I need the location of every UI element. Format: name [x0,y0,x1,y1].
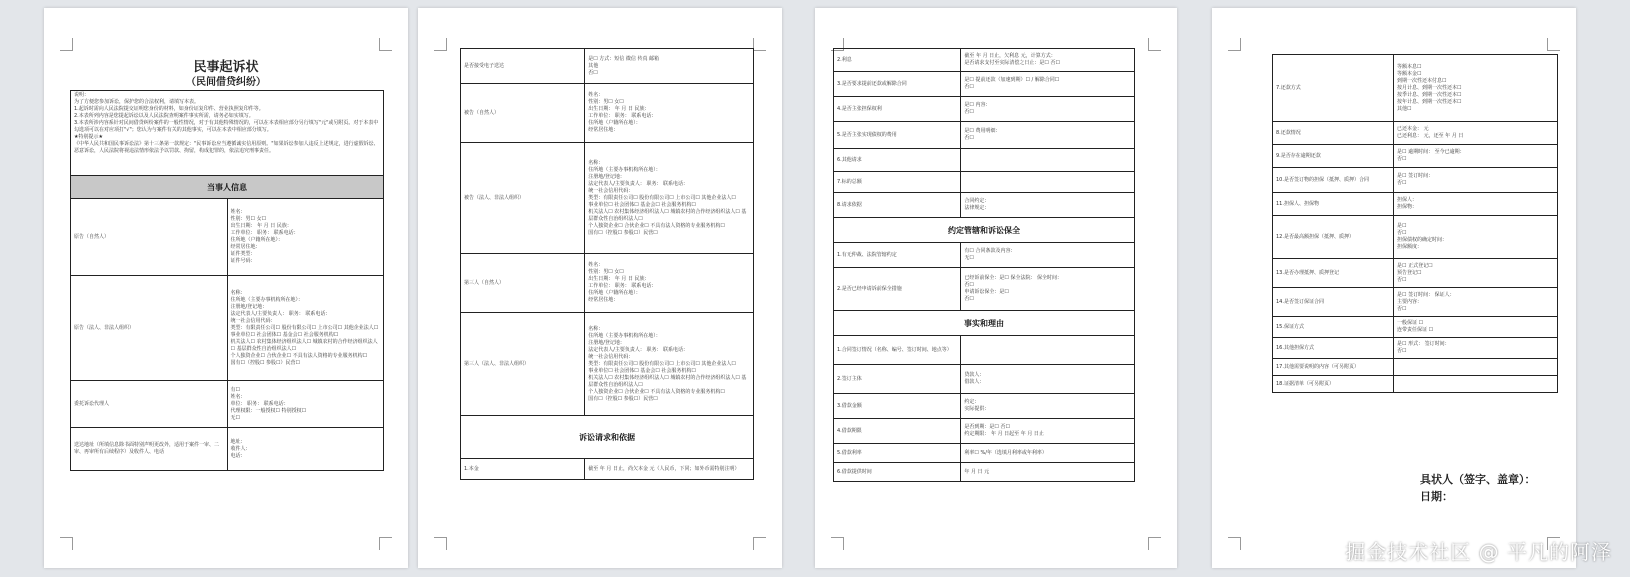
row-label: 送达地址（所填信息除书面特别声明更改外，适用于案件一审、二审、再审所有后续程序）及收件人、电话 [71,428,228,471]
row-value: 已还本金： 元 已还利息： 元，还至 年 月 日 [1394,122,1558,145]
row-label: 16.其他担保方式 [1273,338,1394,359]
document-page-4 [1212,8,1576,568]
row-label: 原告（法人、非法人组织） [71,276,228,381]
row-label: 7.还款方式 [1273,55,1394,122]
row-label: 17.其他需要说明的内容（可另附页） [1273,359,1394,376]
crop-mark [1148,38,1161,51]
row-label: 14.是否签订保证合同 [1273,288,1394,317]
row-label: 被告（自然人） [461,84,585,143]
row-value: 已经诉前保全：是☐ 保全法院： 保全时间： 否☐ 申请诉讼保全：是☐ 否☐ [961,268,1135,311]
row-value [961,172,1135,193]
section-heading: 约定管辖和诉讼保全 [834,218,1135,243]
row-value: 是☐ 形式： 签订时间： 否☐ [1394,338,1558,359]
row-value: 有☐ 姓名： 单位： 职务： 联系电话： 代理权限：一般授权☐ 特别授权☐ 无☐ [227,381,384,428]
row-label: 1.合同签订情况（名称、编号、签订时间、地点等） [834,336,961,365]
row-value: 等额本息☐ 等额本金☐ 到期一次性还本付息☐ 按月计息、到期一次性还本☐ 按季计息、到期一次性还本☐ 按年计息、到期一次性还本☐ 其他☐ [1394,55,1558,122]
crop-mark [379,38,392,51]
document-page-1 [44,8,408,568]
row-label: 13.是否办理抵押、质押登记 [1273,259,1394,288]
row-value: 是☐ 逾期时间： 至今已逾期： 否☐ [1394,145,1558,168]
row-label: 8.还款情况 [1273,122,1394,145]
section-heading: 诉讼请求和依据 [461,416,754,459]
row-value: 姓名： 性别：男☐ 女☐ 出生日期： 年 月 日 民族： 工作单位： 职务： 联系电话： 住所地（户籍所在地）： 经常居住地： 证件类型： 证件号码： [227,199,384,276]
watermark-text: 掘金技术社区 @ 平凡的阿泽 [1345,540,1612,564]
row-value: 有☐ 合同条款及内容： 无☐ [961,243,1135,268]
document-subtitle: （民间借贷纠纷） [186,77,266,88]
crop-mark [434,38,447,51]
row-value: 名称： 住所地（主要办事机构所在地）： 注册地/登记地： 法定代表人/主要负责人： 职务： 联系电话： 统一社会信用代码： 类型：有限责任公司☐ 股份有限公司☐ 上市公司☐ 其他企业法人☐ 事业单位☐ 社会团体☐ 基金会☐ 社会服务机构☐ 机关法人☐ 农村集体经济组织法人☐ 城镇农村的合作经济组织法人☐ 基层群众性自治组织法人☐ 个人独资企业☐ 合伙企业☐ 不具有法人资格的专业服务机构☐ 国有☐（控股☐ 参股☐）民营☐ [585,313,754,416]
facts-table [1272,54,1558,393]
row-value: 是☐ 费用明细： 否☐ [961,122,1135,149]
row-value: 姓名： 性别：男☐ 女☐ 出生日期： 年 月 日 民族： 工作单位： 职务： 联系电话： 住所地（户籍所在地）： 经常居住地： [585,254,754,313]
document-page-3 [815,8,1177,568]
document-title: 民事起诉状 [193,60,259,75]
row-value [1394,359,1558,376]
defendant-info-table [460,48,754,480]
row-value: 是☐ 方式：短信 微信 传真 邮箱 其他 否☐ [585,49,754,84]
crop-mark [60,38,73,51]
section-heading: 事实和理由 [834,311,1135,336]
crop-mark [1228,38,1241,51]
row-label: 10.是否签订物的担保（抵押、质押）合同 [1273,168,1394,193]
row-label: 2.是否已经申请诉前保全措施 [834,268,961,311]
row-label: 第三人（法人、非法人组织） [461,313,585,416]
row-value: 名称： 住所地（主要办事机构所在地）： 注册地/登记地： 法定代表人/主要负责人： 职务： 联系电话： 统一社会信用代码： 类型：有限责任公司☐ 股份有限公司☐ 上市公司☐ 其他企业法人☐ 事业单位☐ 社会团体☐ 基金会☐ 社会服务机构☐ 机关法人☐ 农村集体经济组织法人☐ 城镇农村的合作经济组织法人☐ 基层群众性自治组织法人☐ 个人独资企业☐ 合伙企业☐ 不具有法人资格的专业服务机构☐ 国有☐（控股☐ 参股☐）民营☐ [585,143,754,254]
row-label: 是否接受电子送达 [461,49,585,84]
crop-mark [60,537,73,550]
row-label: 11.担保人、担保物 [1273,193,1394,216]
row-value: 是☐ 正式登记☐ 预告登记☐ 否☐ [1394,259,1558,288]
document-page-2 [418,8,782,568]
row-value: 担保人： 担保物： [1394,193,1558,216]
signature-label: 具状人（签字、盖章）： [1420,473,1536,486]
row-label: 第三人（自然人） [461,254,585,313]
row-label: 4.借款期限 [834,419,961,444]
row-label: 12.是否最高额担保（抵押、质押） [1273,216,1394,259]
row-value [961,336,1135,365]
row-label: 8.请求依据 [834,193,961,218]
row-label: 5.借款利率 [834,444,961,463]
row-label: 7.标的总额 [834,172,961,193]
crop-mark [753,38,766,51]
row-label: 15.保证方式 [1273,317,1394,338]
date-label: 日期： [1420,490,1453,503]
row-value: 年 月 日 元 [961,463,1135,482]
section-heading: 当事人信息 [71,176,384,199]
instructions-text: 说明： 为了方便您参加诉讼，保护您的合法权利，请填写本表。 1.起诉时需向人民法院提交证明您身份的材料，如身份证复印件、营业执照复印件等。 2.本表所列内容是您提起诉讼以及人民法院查明案件事实所需，请务必如实填写。 3.本表所涉内容系针对民间借贷纠纷案件的一般性情况，对于有其他特殊情况的，可以在本表相应部分另行填写"元"或另附页。对于本表中勾选项可以在对应项打"√"；您认为与案件有关的其他事实，可以在本表中相应部分填写。 ★特别提示★ 《中华人民共和国民事诉讼法》第十三条第一款规定："民事诉讼应当遵循诚实信用原则。"如果诉讼参加人违反上述规定，进行虚假诉讼、恶意诉讼，人民法院将视违法情形依法予以罚款、拘留，构成犯罪的，依法追究刑事责任。 [71,91,384,176]
row-value [961,149,1135,172]
row-value: 是☐ 签订时间： 保证人： 主要内容： 否☐ [1394,288,1558,317]
party-info-table [70,90,384,471]
row-label: 5.是否主张实现债权的费用 [834,122,961,149]
row-value: 名称： 住所地（主要办事机构所在地）： 注册地/登记地： 法定代表人/主要负责人： 职务： 联系电话： 统一社会信用代码： 类型：有限责任公司☐ 股份有限公司☐ 上市公司☐ 其他企业法人☐ 事业单位☐ 社会团体☐ 基金会☐ 社会服务机构☐ 机关法人☐ 农村集体经济组织法人☐ 城镇农村的合作经济组织法人☐ 基层群众性自治组织法人☐ 个人独资企业☐ 合伙企业☐ 不具有法人资格的专业服务机构☐ 国有☐（控股☐ 参股☐）民营☐ [227,276,384,381]
crop-mark [1228,537,1241,550]
row-value: 合同约定： 法律规定： [961,193,1135,218]
crop-mark [434,537,447,550]
row-label: 3.是否要求提前还款或解除合同 [834,72,961,97]
row-value: 是否到期：是☐ 否☐ 约定期限： 年 月 日起至 年 月 日止 [961,419,1135,444]
row-label: 1.本金 [461,459,585,480]
row-label: 6.其他请求 [834,149,961,172]
row-value: 是☐ 内容： 否☐ [961,97,1135,122]
row-value: 截至 年 月 日止，欠利息 元，计算方式： 是否请求支付至实际清偿之日止：是☐ 否☐ [961,49,1135,72]
row-label: 6.借款提供时间 [834,463,961,482]
row-label: 委托诉讼代理人 [71,381,228,428]
row-label: 被告（法人、非法人组织） [461,143,585,254]
row-value: 贷款人： 借款人： [961,365,1135,394]
row-value: 约定： 实际提供： [961,394,1135,419]
row-label: 1.有无仲裁、法院管辖约定 [834,243,961,268]
row-value: 截至 年 月 日止，尚欠本金 元（人民币，下同；如外币需特别注明） [585,459,754,480]
row-value: 一般保证 ☐ 连带责任保证 ☐ [1394,317,1558,338]
crop-mark [753,537,766,550]
crop-mark [379,537,392,550]
row-value: 利率☐ %/年（选填月利率或年利率） [961,444,1135,463]
row-label: 2.签订主体 [834,365,961,394]
row-label: 9.是否存在逾期还款 [1273,145,1394,168]
row-label: 原告（自然人） [71,199,228,276]
row-label: 2.利息 [834,49,961,72]
crop-mark [1547,38,1560,51]
row-value: 姓名： 性别：男☐ 女☐ 出生日期： 年 月 日 民族： 工作单位： 职务： 联系电话： 住所地（户籍所在地）： 经常居住地： [585,84,754,143]
row-label: 3.借款金额 [834,394,961,419]
claims-table [833,48,1135,482]
row-value: 地址： 收件人： 电话： [227,428,384,471]
crop-mark [831,537,844,550]
row-value: 是☐ 否☐ 担保债权的确定时间： 担保额度： [1394,216,1558,259]
row-label: 4.是否主张担保权利 [834,97,961,122]
row-value: 是☐ 提前还款（加速到期）☐ / 解除合同☐ 否☐ [961,72,1135,97]
row-value [1394,376,1558,393]
row-value: 是☐ 签订时间： 否☐ [1394,168,1558,193]
row-label: 18.证据清单（可另附页） [1273,376,1394,393]
crop-mark [1148,537,1161,550]
